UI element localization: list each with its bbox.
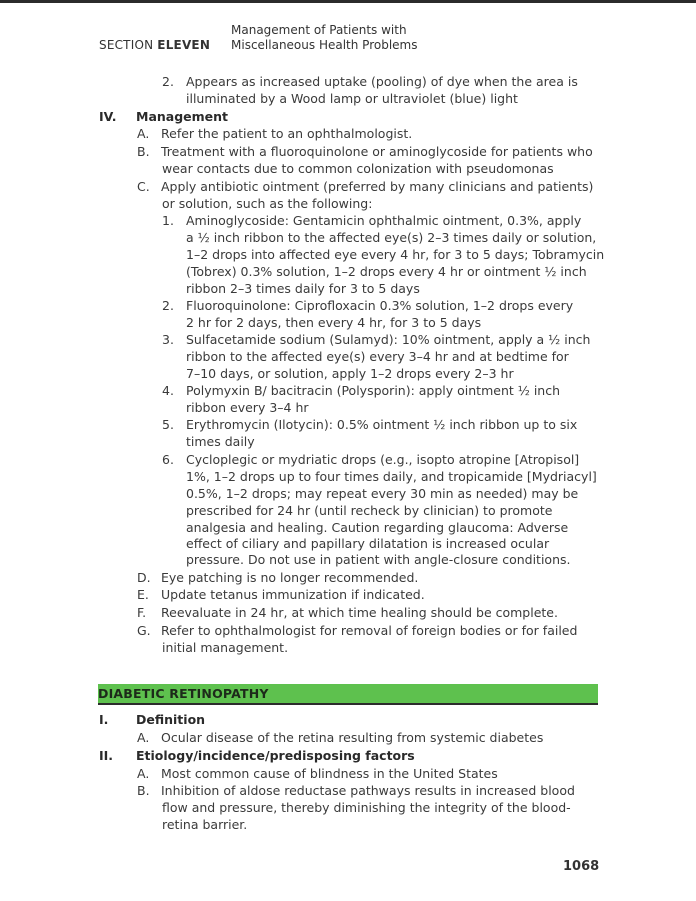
text-line: 2 hr for 2 days, then every 4 hr, for 3 to 5 days [186,315,482,330]
running-header-title [231,23,417,53]
text-line: Fluoroquinolone: Ciprofloxacin 0.3% solution, 1–2 drops every [186,298,574,313]
list-marker: 5. [162,417,174,432]
page-number: 1068 [563,859,600,874]
text-line: Appears as increased uptake (pooling) of dye when the area is [186,74,578,89]
list-marker: D. [137,570,151,585]
section-heading-band [98,684,598,705]
list-marker: 4. [162,383,174,398]
text-line: Treatment with a fluoroquinolone or aminoglycoside for patients who [161,144,593,159]
top-rule [0,0,696,3]
text-line: Erythromycin (Ilotycin): 0.5% ointment ½ inch ribbon up to six [186,417,578,432]
text-line: Ocular disease of the retina resulting from systemic diabetes [161,730,544,745]
text-line: 0.5%, 1–2 drops; may repeat every 30 min as needed) may be [186,486,579,501]
text-line: Eye patching is no longer recommended. [161,570,419,585]
text-line: Refer the patient to an ophthalmologist. [161,126,413,141]
list-marker: 6. [162,452,174,467]
outline-heading: Definition [136,712,206,727]
list-marker: F. [137,605,147,620]
text-line: illuminated by a Wood lamp or ultraviolet (blue) light [186,91,518,106]
list-marker: B. [137,144,150,159]
list-marker: E. [137,587,149,602]
list-marker: 2. [162,298,174,313]
text-line: 1–2 drops into affected eye every 4 hr, for 3 to 5 days; Tobramycin [186,247,605,262]
text-line: a ½ inch ribbon to the affected eye(s) 2–3 times daily or solution, [186,230,597,245]
text-line: Update tetanus immunization if indicated. [161,587,425,602]
text-line: retina barrier. [162,817,248,832]
text-line: ribbon every 3–4 hr [186,400,309,415]
list-marker: C. [137,179,150,194]
list-marker: A. [137,766,150,781]
text-line: Polymyxin B/ bacitracin (Polysporin): apply ointment ½ inch [186,383,561,398]
text-line: Sulfacetamide sodium (Sulamyd): 10% ointment, apply a ½ inch [186,332,591,347]
outline-heading: Management [136,109,229,124]
list-marker: IV. [99,109,117,124]
text-line: analgesia and healing. Caution regarding glaucoma: Adverse [186,520,569,535]
text-line: pressure. Do not use in patient with angle-closure conditions. [186,552,571,567]
text-line: Inhibition of aldose reductase pathways results in increased blood [161,783,575,798]
text-line: (Tobrex) 0.3% solution, 1–2 drops every 4 hr or ointment ½ inch [186,264,587,279]
text-line: Most common cause of blindness in the United States [161,766,498,781]
text-line: Aminoglycoside: Gentamicin ophthalmic ointment, 0.3%, apply [186,213,582,228]
text-line: ribbon to the affected eye(s) every 3–4 hr and at bedtime for [186,349,569,364]
list-marker: A. [137,126,150,141]
text-line: effect of ciliary and papillary dilatation is increased ocular [186,536,550,551]
text-line: 1%, 1–2 drops up to four times daily, and tropicamide [Mydriacyl] [186,469,597,484]
section-label [99,38,210,52]
text-line: Refer to ophthalmologist for removal of foreign bodies or for failed [161,623,578,638]
section-name: ELEVEN [157,38,211,52]
text-line: wear contacts due to common colonization with pseudomonas [162,161,554,176]
section-heading: DIABETIC RETINOPATHY [98,686,269,701]
text-line: initial management. [162,640,289,655]
outline-heading: Etiology/incidence/predisposing factors [136,748,415,763]
list-marker: II. [99,748,114,763]
text-line: prescribed for 24 hr (until recheck by clinician) to promote [186,503,553,518]
header-title-line-2: Miscellaneous Health Problems [231,38,418,52]
text-line: Reevaluate in 24 hr, at which time healing should be complete. [161,605,558,620]
list-marker: G. [137,623,151,638]
text-line: flow and pressure, thereby diminishing the integrity of the blood- [162,800,571,815]
section-prefix: SECTION [99,38,154,52]
text-line: Cycloplegic or mydriatic drops (e.g., isopto atropine [Atropisol] [186,452,580,467]
text-line: ribbon 2–3 times daily for 3 to 5 days [186,281,420,296]
list-marker: 2. [162,74,174,89]
text-line: times daily [186,434,255,449]
list-marker: A. [137,730,150,745]
text-line: Apply antibiotic ointment (preferred by many clinicians and patients) [161,179,594,194]
list-marker: 1. [162,213,174,228]
list-marker: I. [99,712,109,727]
text-line: or solution, such as the following: [162,196,373,211]
text-line: 7–10 days, or solution, apply 1–2 drops every 2–3 hr [186,366,514,381]
list-marker: B. [137,783,150,798]
list-marker: 3. [162,332,174,347]
header-title-line-1: Management of Patients with [231,23,407,37]
